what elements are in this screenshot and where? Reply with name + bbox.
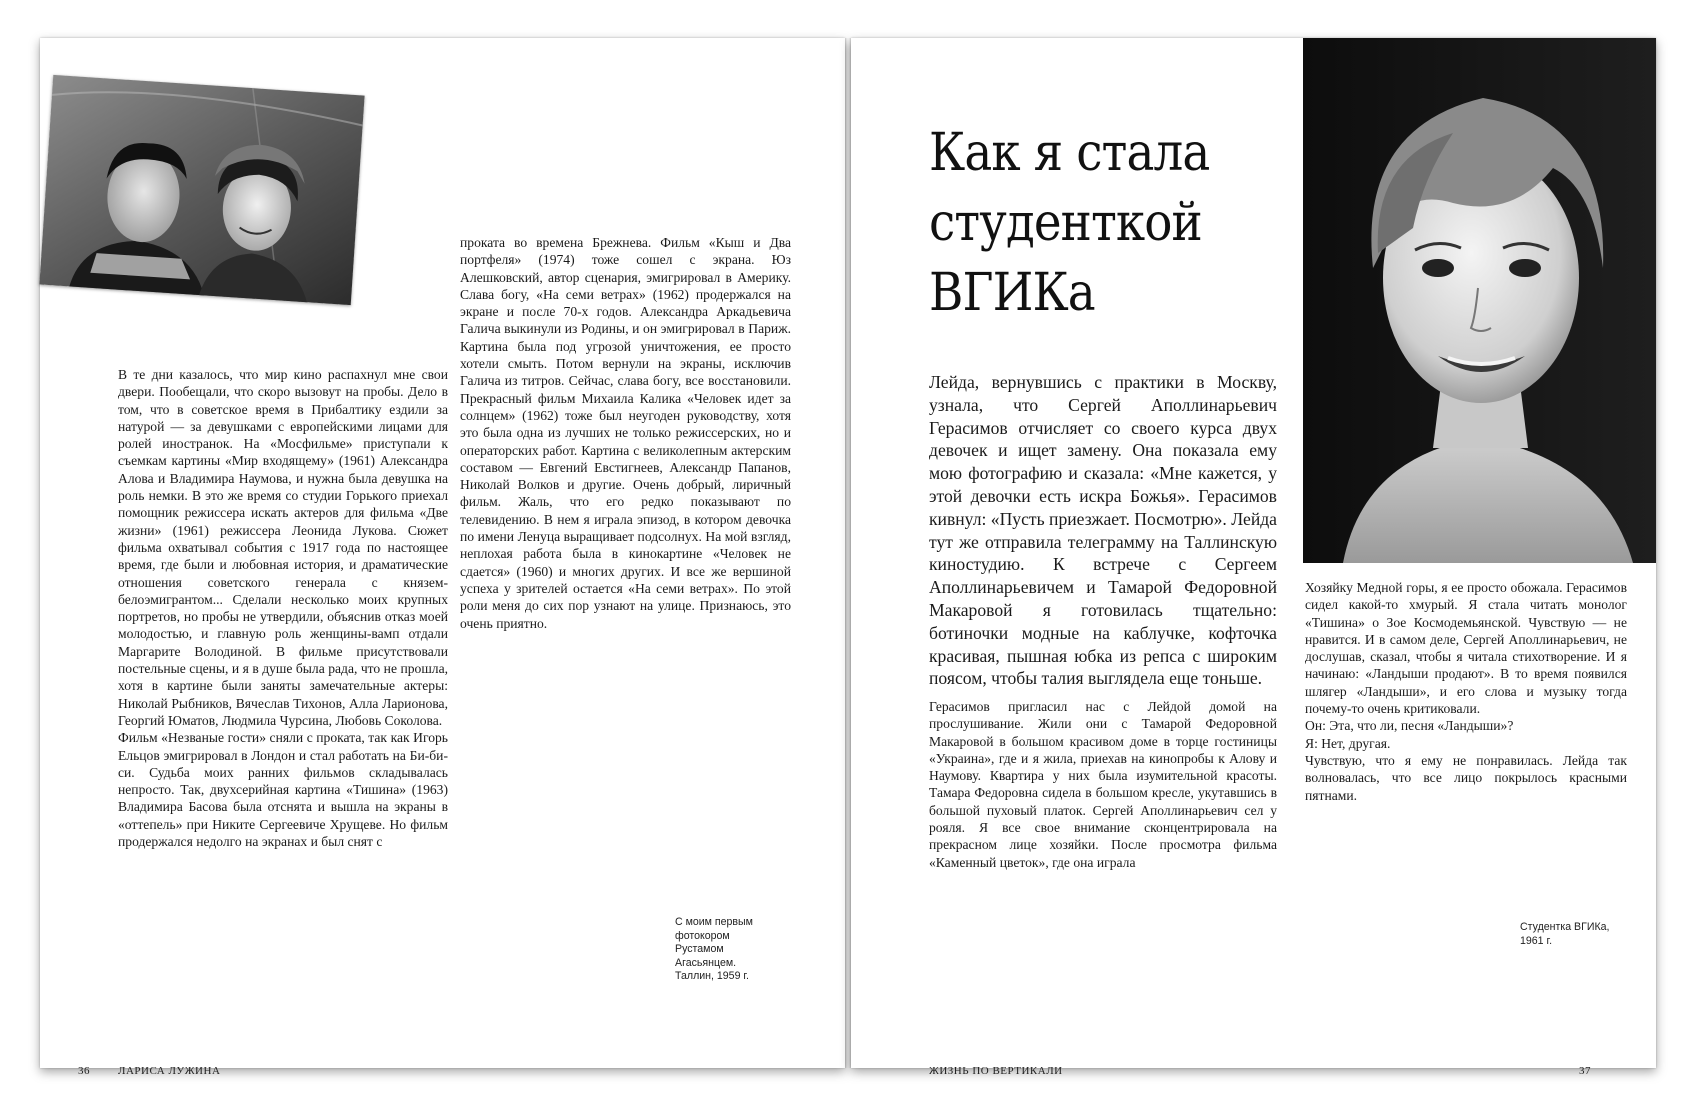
left-page	[40, 38, 845, 1077]
left-column-1	[118, 366, 448, 850]
running-head: ЛАРИСА ЛУЖИНА	[118, 1065, 221, 1077]
right-page	[851, 38, 1656, 1077]
right-column-1	[929, 698, 1277, 871]
paragraph: Герасимов пригласил нас с Лейдой домой на прослушивание. Жили они с Тамарой Федоровной Макаровой в большом красивом доме в торце гостиницы «Украина», где и я жила, приехав на кинопробы к Алову и Наумову. Квартира у них была изумительной красоты. Тамара Федоровна сидела в большом кресле, укутавшись в большой пуховый платок. Сергей Аполлинарьевич сел у рояля. Я все свое внимание сконцентрировала на прекрасном лице хозяйки. После просмотра фильма «Каменный цветок», где она играла	[929, 699, 1277, 870]
page-number: 36	[78, 1065, 90, 1077]
dialogue-line: Я: Нет, другая.	[1305, 735, 1391, 751]
running-head: ЖИЗНЬ ПО ВЕРТИКАЛИ	[929, 1065, 1063, 1077]
photo-caption: С моим первым фотокором Рустамом Агасьянцем. Таллин, 1959 г.	[675, 916, 753, 982]
chapter-title: Как я стала студенткой ВГИКа	[929, 123, 1210, 323]
photo-with-photographer	[39, 75, 364, 305]
left-column-2	[460, 234, 791, 632]
portrait-photo	[1303, 38, 1656, 563]
paragraph: Хозяйку Медной горы, я ее просто обожала. Герасимов сидел какой-то хмурый. Я стала читать монолог «Тишина» о Зое Космодемьянской. Чувствую — не нравится. И в самом деле, Сергей Аполлинарьевич, не дослушав, сказал, чтобы я читала стихотворение. И я начинаю: «Ландыши продают». В то время появился шлягер «Ландыши», и его слова и музыку тогда почему-то очень критиковали.	[1305, 580, 1627, 717]
paragraph: Фильм «Незваные гости» сняли с проката, так как Игорь Ельцов эмигрировал в Лондон и стал работать на Би-би-си. Судьба моих ранних фильмов складывалась непросто. Так, двухсерийная картина «Тишина» (1963) Владимира Басова была отснята и вышла на экраны в «оттепель» при Никите Сергеевиче Хрущеве. Но фильм продержался недолго на экранах и был снят с	[118, 730, 448, 850]
paragraph: проката во времена Брежнева. Фильм «Кыш и Два портфеля» (1974) тоже сошел с экрана. Юз Алешковский, автор сценария, эмигрировал в Америку. Слава богу, «На семи ветрах» (1962) продержался на экране и после 70-х годов. Александра Аркадьевича Галича выкинули из Родины, и он эмигрировал в Париж. Картина была под угрозой уничтожения, ее просто хотели смыть. Потом вернули на экраны, исключив Галича из титров. Сейчас, слава богу, все восстановили. Прекрасный фильм Михаила Калика «Человек идет за солнцем» (1962) тоже был неугоден руководству, хотя это была одна из лучших не только режиссерских, но и операторских работ. Картина с великолепным актерским составом — Евгений Евстигнеев, Александр Папанов, Николай Волков и другие. Очень добрый, лиричный фильм. Жаль, что его редко показывают по телевидению. В нем я играла эпизод, в котором девочка по имени Ленуца выращивает подсолнух. На мой взгляд, неплохая работа была в кинокартине «Человек не сдается» (1960) и многих других. И все же вершиной успеха у зрителей остается «На семи ветрах». По этой роли меня до сих пор узнают на улице. Признаюсь, это очень приятно.	[460, 235, 791, 631]
lede-paragraph: Лейда, вернувшись с практики в Москву, узнала, что Сергей Аполлинарьевич Герасимов отчисляет со своего курса двух девочек и ищет замену. Она показала ему мою фотографию и сказала: «Мне кажется, у этой девочки есть искра Божья». Герасимов кивнул: «Пусть приезжает. Посмотрю». Лейда тут же отправила телеграмму на Таллинскую киностудию. К встрече с Сергеем Аполлинарьевичем и Тамарой Федоровной Макаровой я готовилась тщательно: ботиночки модные на каблучке, кофточка красивая, пышная юбка из репса с широким поясом, чтобы талия выглядела еще тоньше.	[929, 372, 1277, 689]
paragraph: Чувствую, что я ему не понравилась. Лейда так волновалась, что все лицо покрылось красными пятнами.	[1305, 752, 1627, 803]
right-column-2	[1305, 579, 1627, 804]
dialogue-line: Он: Эта, что ли, песня «Ландыши»?	[1305, 718, 1514, 734]
portrait-caption: Студентка ВГИКа, 1961 г.	[1520, 921, 1610, 947]
page-number: 37	[1579, 1065, 1591, 1077]
paragraph: В те дни казалось, что мир кино распахнул мне свои двери. Пообещали, что скоро вызовут на пробы. Дело в том, что в советское время в Прибалтику ездили за натурой — за девушками с европейскими лицами для ролей иностранок. На «Мосфильме» приступали к съемкам картины «Мир входящему» (1961) Александра Алова и Владимира Наумова, и нужна была девушка на роль немки. В это же время со студии Горького приехал помощник режиссера искать актеров для фильма «Две жизни» (1961) режиссера Леонида Лукова. Сюжет фильма охватывал события с 1917 года по настоящее время, где были и любовная история, и драматические отношения советского генерала с князем-белоэмигрантом... Сделали несколько моих крупных портретов, но пробы не утвердили, объяснив отказ моей молодостью, и главную роль женщины-вамп отдали Маргарите Володиной. В фильме присутствовали постельные сцены, и я в душе была рада, что не прошла, хотя в картине были заняты замечательные актеры: Николай Рыбников, Вячеслав Тихонов, Алла Ларионова, Георгий Юматов, Людмила Чурсина, Любовь Соколова.	[118, 367, 448, 728]
